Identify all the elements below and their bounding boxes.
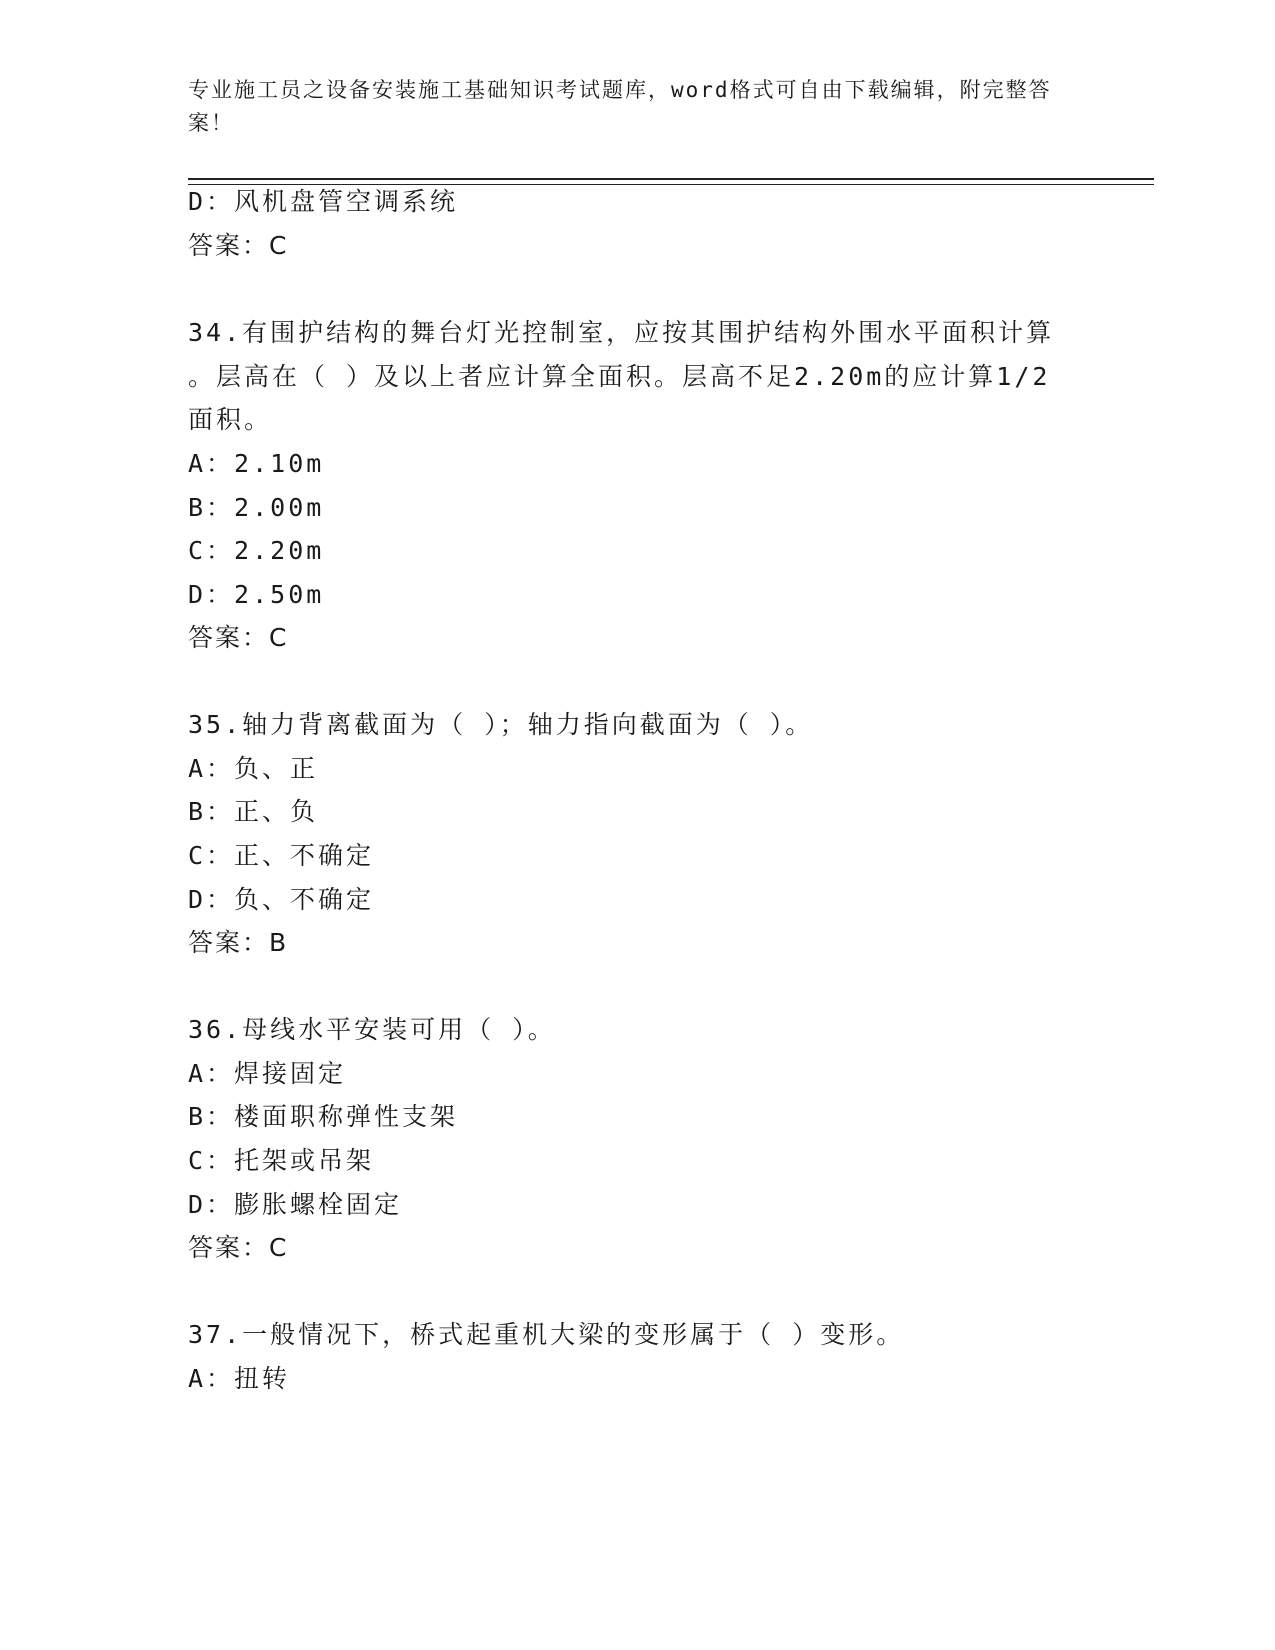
q35-option-a: A：负、正	[188, 754, 319, 783]
q36-option-c: C：托架或吊架	[188, 1146, 375, 1175]
q37-stem-line-1: 37.一般情况下，桥式起重机大梁的变形属于（ ）变形。	[188, 1320, 905, 1349]
q34-stem-line-2: 。层高在（ ）及以上者应计算全面积。层高不足2.20m的应计算1/2	[188, 362, 1051, 391]
document-header: 专业施工员之设备安装施工基础知识考试题库，word格式可自由下载编辑，附完整答案！	[188, 78, 1052, 135]
q34-stem-line-1: 34.有围护结构的舞台灯光控制室，应按其围护结构外围水平面积计算	[188, 318, 1055, 347]
q34-option-b: B：2.00m	[188, 493, 325, 522]
q37-option-a: A：扭转	[188, 1364, 291, 1393]
q36-stem-line-1: 36.母线水平安装可用（ ）。	[188, 1015, 556, 1044]
q34-stem-line-3: 面积。	[188, 405, 273, 434]
q35-option-d: D：负、不确定	[188, 885, 375, 914]
q36-option-d: D：膨胀螺栓固定	[188, 1190, 403, 1219]
q34-option-a: A：2.10m	[188, 449, 325, 478]
header-divider-thick	[188, 178, 1154, 180]
q34-option-d: D：2.50m	[188, 580, 325, 609]
q36-option-a: A：焊接固定	[188, 1059, 347, 1088]
q35-answer: 答案：B	[188, 928, 289, 957]
q36-answer: 答案：C	[188, 1233, 289, 1262]
q35-option-b: B：正、负	[188, 797, 319, 826]
header-divider-thin	[188, 184, 1154, 185]
q34-option-c: C：2.20m	[188, 536, 325, 565]
prev-answer: 答案：C	[188, 231, 289, 260]
q34-answer: 答案：C	[188, 623, 289, 652]
q35-stem-line-1: 35.轴力背离截面为（ ）；轴力指向截面为（ ）。	[188, 710, 814, 739]
prev-option-d: D：风机盘管空调系统	[188, 187, 459, 216]
q36-option-b: B：楼面职称弹性支架	[188, 1102, 459, 1131]
q35-option-c: C：正、不确定	[188, 841, 375, 870]
